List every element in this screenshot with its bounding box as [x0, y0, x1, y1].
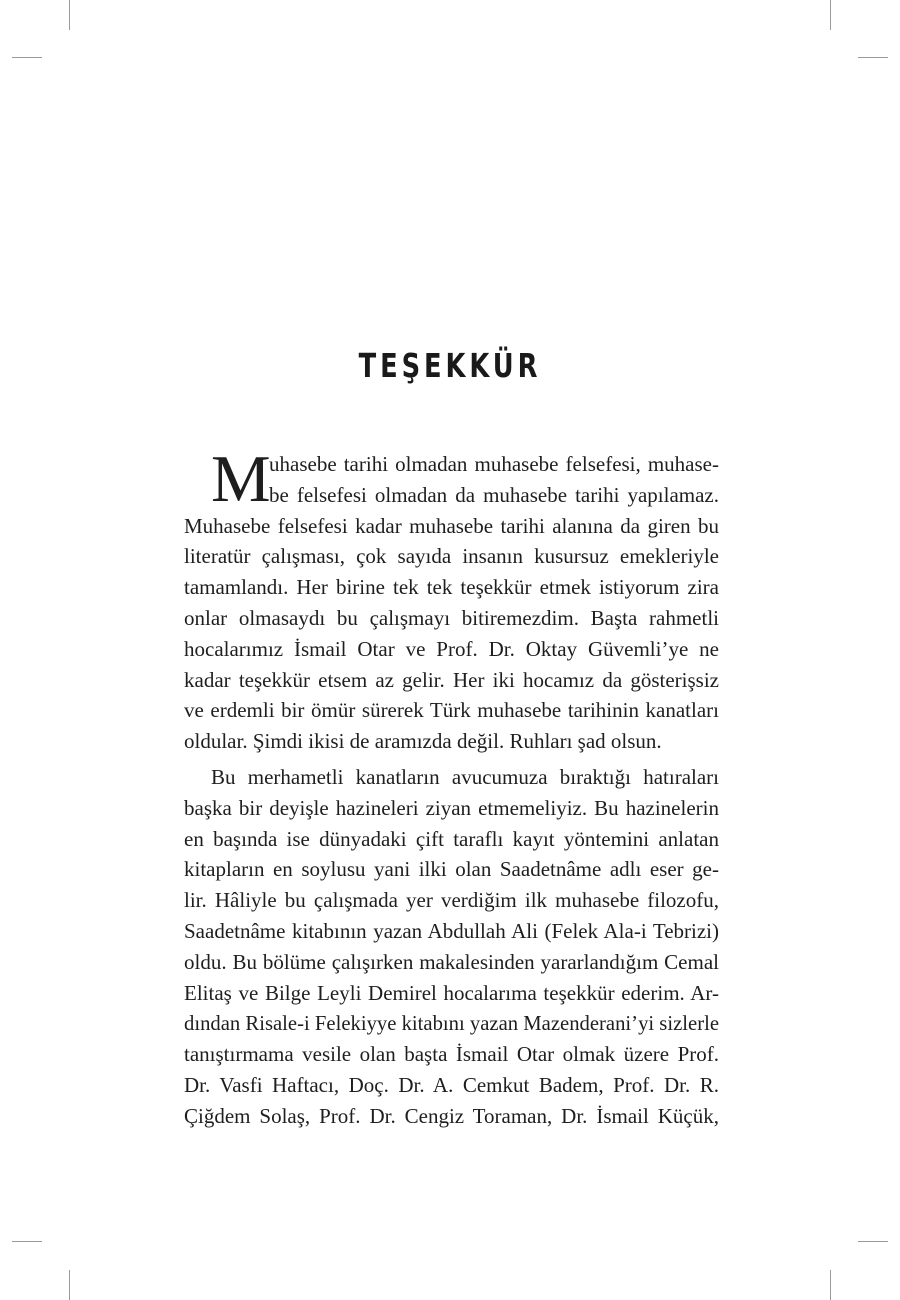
crop-mark-right-top — [858, 57, 888, 58]
text-line: kadar teşekkür etsem az gelir. Her iki hocamız da gösterişsiz — [184, 667, 719, 692]
crop-mark-top-right — [830, 0, 831, 30]
body-text — [184, 442, 719, 1132]
text-line: Çiğdem Solaş, Prof. Dr. Cengiz Toraman, Dr. İsmail Küçük, — [184, 1103, 719, 1128]
text-line: be felsefesi olmadan da muhasebe tarihi yapılamaz. — [269, 482, 719, 507]
crop-mark-left-top — [12, 57, 42, 58]
paragraph-1 — [184, 442, 719, 757]
text-line: hocalarımız İsmail Otar ve Prof. Dr. Oktay Güvemli’ye ne — [184, 636, 719, 661]
text-line: Dr. Vasfi Haftacı, Doç. Dr. A. Cemkut Badem, Prof. Dr. R. — [184, 1072, 719, 1097]
text-line: onlar olmasaydı bu çalışmayı bitiremezdim. Başta rahmetli — [184, 605, 719, 630]
text-line: oldu. Bu bölüme çalışırken makalesinden yararlandığım Cemal — [184, 949, 719, 974]
dropcap-block — [184, 442, 719, 516]
paragraph-2 — [184, 762, 719, 1132]
drop-cap: M — [211, 442, 271, 516]
text-line: tamamlandı. Her birine tek tek teşekkür etmek istiyorum zira — [184, 575, 719, 600]
crop-mark-left-bottom — [12, 1241, 42, 1242]
text-line: en başında ise dünyadaki çift taraflı kayıt yöntemini anlatan — [184, 826, 719, 851]
text-line: Bu merhametli kanatların avucumuza bıraktığı hatıraları — [211, 764, 719, 789]
text-line: dından Risale-i Felekiyye kitabını yazan Mazenderani’yi sizlerle — [184, 1011, 719, 1036]
crop-mark-top-left — [69, 0, 70, 30]
crop-mark-bottom-right — [830, 1270, 831, 1300]
text-line: başka bir deyişle hazineleri ziyan etmemeliyiz. Bu hazinelerin — [184, 795, 719, 820]
page-title: TEŞEKKÜR — [358, 346, 542, 385]
text-line: Muhasebe felsefesi kadar muhasebe tarihi alanına da giren bu — [184, 513, 719, 538]
text-line: tanıştırmama vesile olan başta İsmail Otar olmak üzere Prof. — [184, 1042, 719, 1067]
text-line: Elitaş ve Bilge Leyli Demirel hocalarıma teşekkür ederim. Ar- — [184, 980, 719, 1005]
text-line: Saadetnâme kitabının yazan Abdullah Ali (Felek Ala-i Tebrizi) — [184, 918, 719, 943]
text-line: literatür çalışması, çok sayıda insanın kusursuz emekleriyle — [184, 544, 719, 569]
text-line: kitapların en soylusu yani ilki olan Saadetnâme adlı eser ge- — [184, 857, 719, 882]
text-line: lir. Hâliyle bu çalışmada yer verdiğim ilk muhasebe filozofu, — [184, 888, 719, 913]
crop-mark-right-bottom — [858, 1241, 888, 1242]
text-line: ve erdemli bir ömür sürerek Türk muhasebe tarihinin kanatları — [184, 698, 719, 723]
text-line: uhasebe tarihi olmadan muhasebe felsefesi, muhase- — [269, 452, 719, 476]
text-line: oldular. Şimdi ikisi de aramızda değil. Ruhları şad olsun. — [184, 729, 662, 754]
crop-mark-bottom-left — [69, 1270, 70, 1300]
